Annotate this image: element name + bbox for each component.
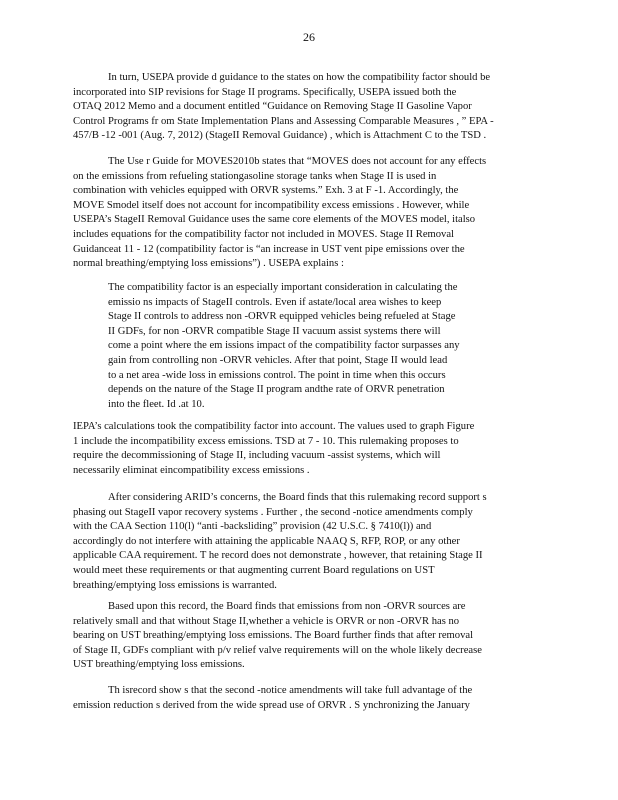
quote-line: II GDFs, for non -ORVR compatible Stage II vacuum assist systems there will <box>108 325 441 337</box>
text-line: Based upon this record, the Board finds that emissions from non -ORVR sources are <box>108 601 466 612</box>
text-line: require the decommissioning of Stage II, including vacuum -assist systems, which will <box>73 450 441 462</box>
paragraph-iepa-calculations <box>73 420 539 478</box>
text-line: with the CAA Section 110(l) “anti -backsliding” provision (42 U.S.C. § 7410(l)) and <box>73 521 432 533</box>
text-line: 457/B -12 -001 (Aug. 7, 2012) (StageII Removal Guidance) , which is Attachment C to the TSD . <box>73 130 487 142</box>
text-line: OTAQ 2012 Memo and a document entitled “Guidance on Removing Stage II Gasoline Vapor <box>73 101 472 113</box>
text-line: breathing/emptying loss emissions is warranted. <box>73 579 277 591</box>
text-line: necessarily eliminat eincompatibility excess emissions . <box>73 464 310 476</box>
quote-line: Stage II controls to address non -ORVR equipped vehicles being refueled at Stage <box>108 311 456 323</box>
text-line: MOVE Smodel itself does not account for incompatibility excess emissions . However, while <box>73 199 470 211</box>
text-line: of Stage II, GDFs compliant with p/v relief valve requirements will on the whole likely decrease <box>73 644 482 656</box>
text-line: accordingly do not interfere with attaining the applicable NAAQ S, RFP, ROP, or any other <box>73 535 460 547</box>
text-line: 1 include the incompatibility excess emissions. TSD at 7 - 10. This rulemaking proposes to <box>73 435 459 447</box>
paragraph-moves-guide <box>73 155 539 272</box>
text-line: includes equations for the compatibility factor not included in MOVES. Stage II Removal <box>73 228 454 240</box>
quote-line: The compatibility factor is an especially important consideration in calculating the <box>108 282 458 293</box>
text-line: IEPA’s calculations took the compatibility factor into account. The values used to graph Figure <box>73 421 475 432</box>
text-line: In turn, USEPA provide d guidance to the states on how the compatibility factor should be <box>108 72 491 83</box>
text-line: normal breathing/emptying loss emissions”) . USEPA explains : <box>73 258 344 270</box>
quote-line: into the fleet. Id .at 10. <box>108 398 205 410</box>
text-line: Control Programs fr om State Implementation Plans and Assessing Comparable Measures , ” EPA - <box>73 115 494 127</box>
quote-line: emissio ns impacts of StageII controls. Even if astate/local area wishes to keep <box>108 296 442 308</box>
text-line: emission reduction s derived from the wide spread use of ORVR . S ynchronizing the January <box>73 699 470 711</box>
paragraph-record-shows <box>73 684 539 713</box>
text-line: Guidanceat 11 - 12 (compatibility factor is “an increase in UST vent pipe emissions over the <box>73 243 465 255</box>
quote-line: come a point where the em issions impact of the compatibility factor surpasses any <box>108 340 460 352</box>
paragraph-board-findings <box>73 600 539 673</box>
text-line: USEPA’s StageII Removal Guidance uses the same core elements of the MOVES model, italso <box>73 214 476 226</box>
paragraph-usepa-guidance <box>73 71 539 144</box>
quote-line: to a net area -wide loss in emissions control. The point in time when this occurs <box>108 369 446 381</box>
text-line: would meet these requirements or that augmenting current Board regulations on UST <box>73 564 435 576</box>
text-line: incorporated into SIP revisions for Stage II programs. Specifically, USEPA issued both the <box>73 86 457 98</box>
text-line: combination with vehicles equipped with ORVR systems.” Exh. 3 at F -1. Accordingly, the <box>73 185 459 197</box>
text-line: UST breathing/emptying loss emissions. <box>73 659 245 671</box>
text-line: applicable CAA requirement. T he record does not demonstrate , however, that retaining Stage II <box>73 550 483 562</box>
page-number: 26 <box>303 30 315 44</box>
text-line: phasing out StageII vapor recovery systems . Further , the second -notice amendments comply <box>73 506 473 518</box>
text-line: relatively small and that without Stage II,whether a vehicle is ORVR or non -ORVR has no <box>73 615 460 627</box>
block-quote <box>108 281 508 412</box>
quote-line: depends on the nature of the Stage II program andthe rate of ORVR penetration <box>108 384 445 396</box>
paragraph-arid-concerns <box>73 491 539 593</box>
text-line: The Use r Guide for MOVES2010b states that “MOVES does not account for any effects <box>108 156 487 167</box>
text-line: Th isrecord show s that the second -notice amendments will take full advantage of the <box>108 685 473 696</box>
text-line: bearing on UST breathing/emptying loss emissions. The Board further finds that after removal <box>73 630 474 642</box>
quote-line: gain from controlling non -ORVR vehicles. After that point, Stage II would lead <box>108 354 448 366</box>
text-line: After considering ARID’s concerns, the Board finds that this rulemaking record support s <box>108 492 487 503</box>
text-line: on the emissions from refueling stationgasoline storage tanks when Stage II is used in <box>73 170 437 182</box>
